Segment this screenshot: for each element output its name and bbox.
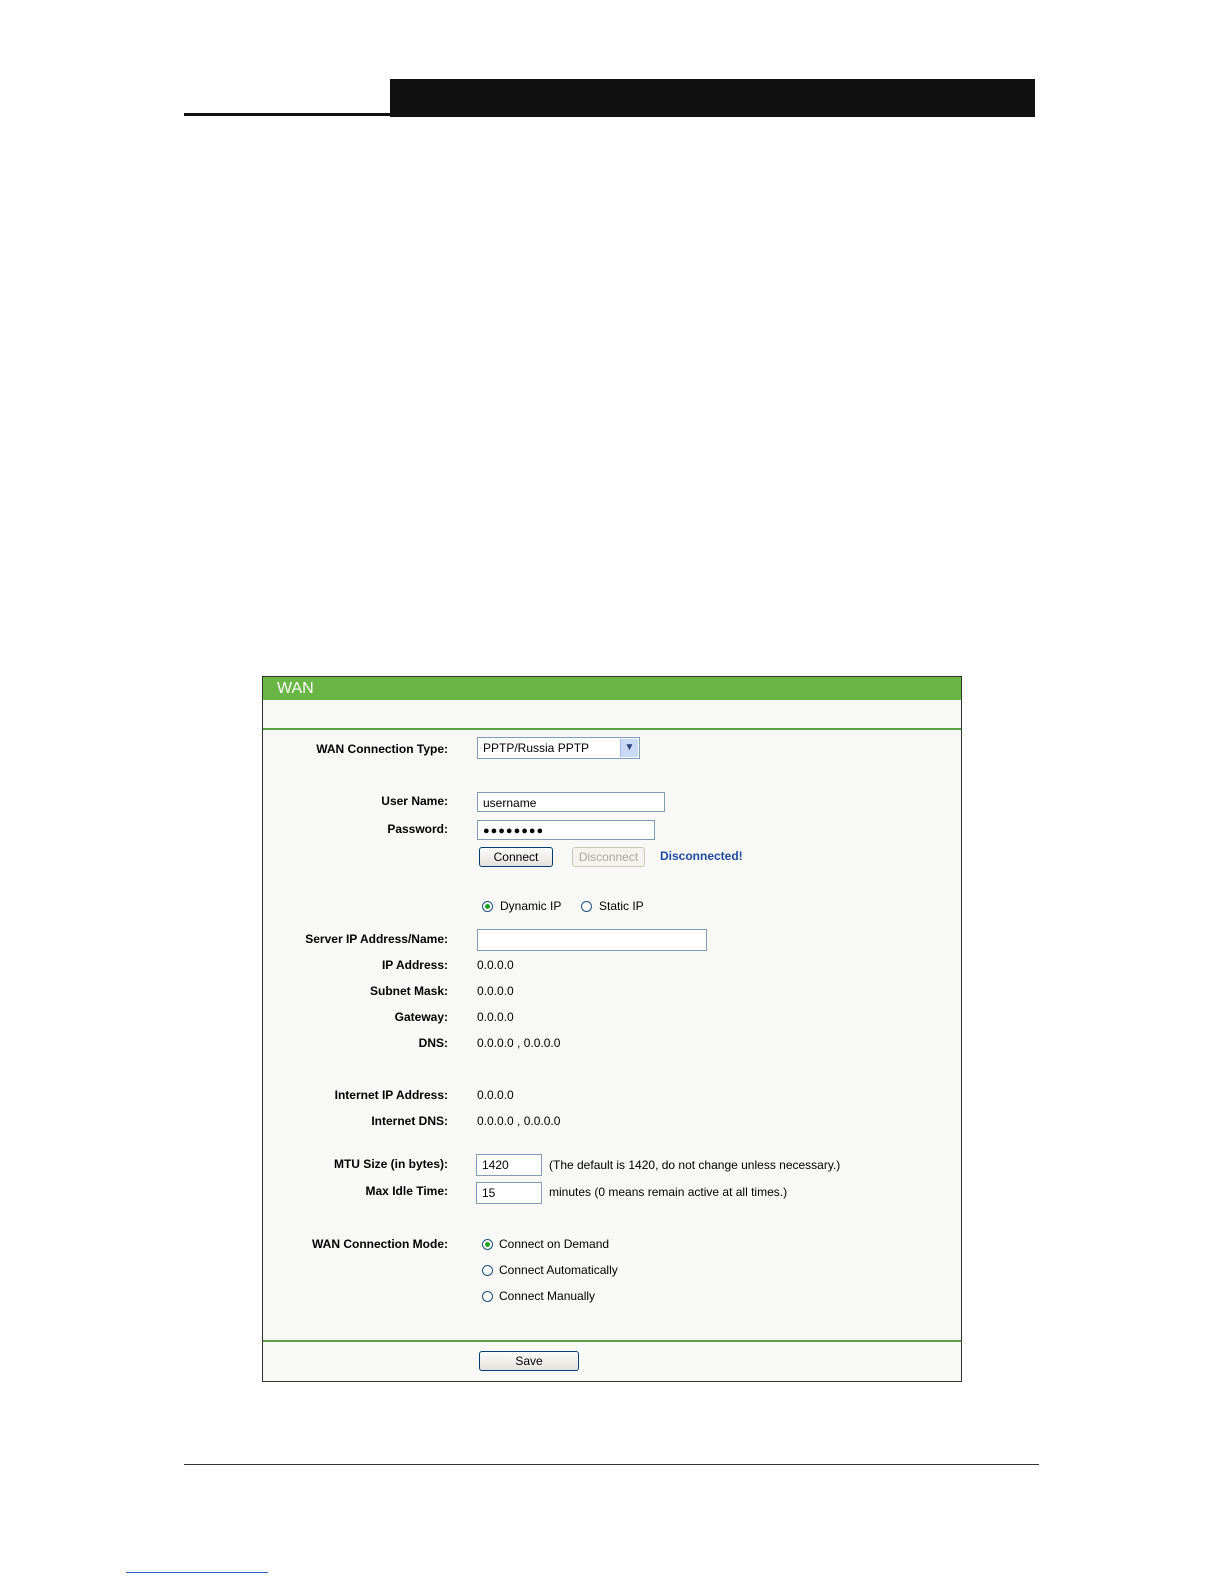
mtu-label: MTU Size (in bytes): [333, 1157, 448, 1171]
connection-type-label: WAN Connection Type: [316, 742, 448, 756]
static-ip-radio[interactable] [581, 901, 592, 912]
user-name-input[interactable]: username [477, 792, 665, 812]
header-bar [390, 79, 1035, 117]
save-button[interactable]: Save [479, 1351, 579, 1371]
ip-address-label: IP Address: [381, 958, 448, 972]
dynamic-ip-label: Dynamic IP [500, 899, 562, 913]
connect-automatically-radio[interactable] [482, 1265, 493, 1276]
connection-type-value: PPTP/Russia PPTP [483, 741, 590, 755]
divider [263, 728, 961, 730]
password-label: Password: [387, 822, 448, 836]
gateway-value: 0.0.0.0 [477, 1010, 514, 1024]
idle-time-hint: minutes (0 means remain active at all times.) [549, 1185, 788, 1199]
dns-value: 0.0.0.0 , 0.0.0.0 [477, 1036, 561, 1050]
connection-type-select[interactable] [477, 737, 640, 759]
footer-link-underline [126, 1572, 268, 1573]
internet-dns-label: Internet DNS: [371, 1114, 448, 1128]
dynamic-ip-radio[interactable] [482, 901, 493, 912]
chevron-down-icon[interactable]: ▼ [620, 739, 638, 757]
ip-address-value: 0.0.0.0 [477, 958, 514, 972]
password-input[interactable]: ●●●●●●●● [477, 820, 655, 840]
user-name-label: User Name: [381, 794, 448, 808]
connect-on-demand-radio[interactable] [482, 1239, 493, 1250]
static-ip-label: Static IP [599, 899, 644, 913]
internet-dns-value: 0.0.0.0 , 0.0.0.0 [477, 1114, 561, 1128]
header-rule [184, 113, 392, 116]
mtu-input[interactable]: 1420 [476, 1154, 542, 1176]
connect-button[interactable]: Connect [479, 847, 553, 867]
internet-ip-value: 0.0.0.0 [477, 1088, 514, 1102]
disconnect-button[interactable]: Disconnect [572, 847, 645, 867]
idle-time-input[interactable]: 15 [476, 1182, 542, 1204]
internet-ip-label: Internet IP Address: [334, 1088, 448, 1102]
divider [263, 1340, 961, 1342]
wan-panel [262, 676, 962, 1382]
footer-rule [184, 1464, 1039, 1465]
connect-manually-label: Connect Manually [499, 1289, 596, 1303]
subnet-mask-value: 0.0.0.0 [477, 984, 514, 998]
connect-on-demand-label: Connect on Demand [499, 1237, 610, 1251]
status-text: Disconnected! [660, 849, 743, 863]
gateway-label: Gateway: [394, 1010, 448, 1024]
subnet-mask-label: Subnet Mask: [369, 984, 448, 998]
connection-mode-label: WAN Connection Mode: [312, 1237, 448, 1251]
panel-title: WAN [263, 677, 961, 700]
server-label: Server IP Address/Name: [305, 932, 448, 946]
server-input[interactable] [477, 929, 707, 951]
mtu-hint: (The default is 1420, do not change unless necessary.) [549, 1158, 841, 1172]
idle-time-label: Max Idle Time: [365, 1184, 448, 1198]
dns-label: DNS: [418, 1036, 448, 1050]
connect-automatically-label: Connect Automatically [499, 1263, 618, 1277]
connect-manually-radio[interactable] [482, 1291, 493, 1302]
